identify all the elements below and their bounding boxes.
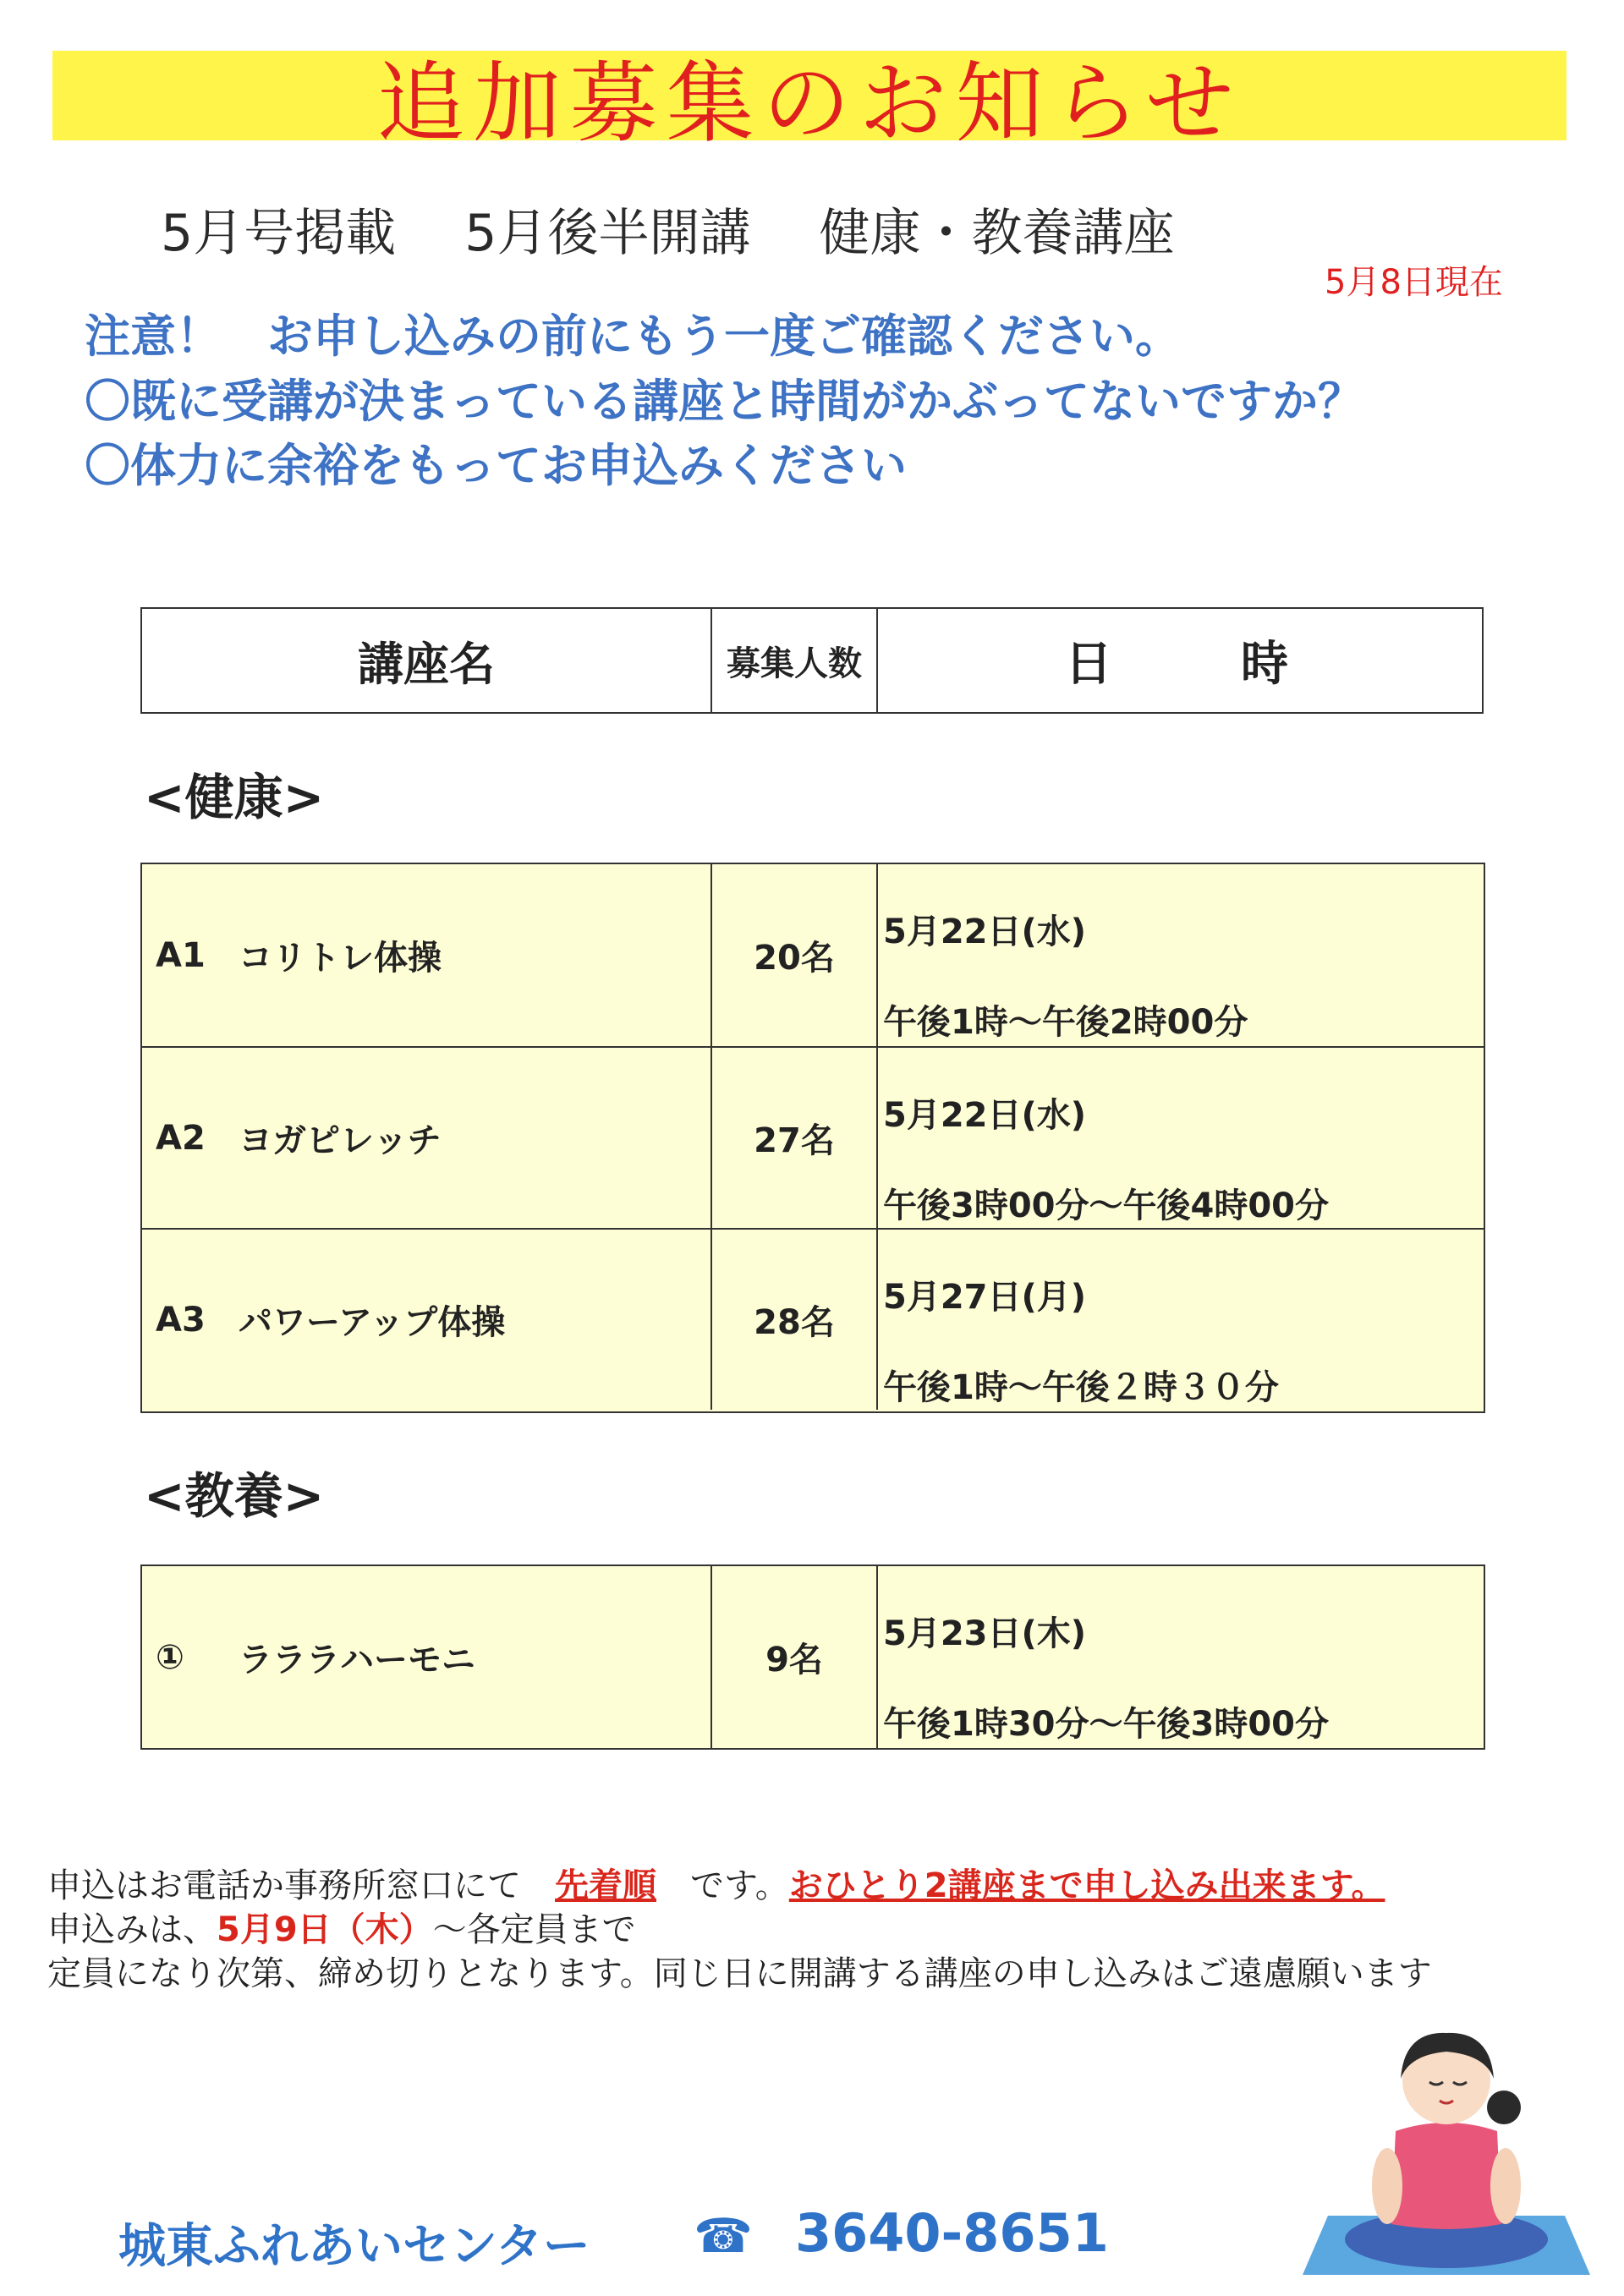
table-header [140,607,1484,714]
footer-text: です。 [656,1866,789,1905]
course-time: 午後3時00分～午後4時00分 [883,1186,1329,1225]
course-time: 午後1時～午後２時３０分 [883,1368,1279,1407]
table-row [142,1566,1484,1748]
footer-text: 申込はお電話か事務所窓口にて [47,1866,555,1905]
course-code: A3 [156,1300,206,1340]
section-health: <健康> [144,769,325,826]
banner-title: 追加募集のお知らせ [52,51,1566,140]
course-name: コリトレ体操 [239,939,442,978]
table-row [142,1046,1484,1228]
notice-line-1: 注意！ お申し込みの前にもう一度ご確認ください。 [85,310,1181,363]
footer-text: ～各定員まで [432,1910,636,1949]
footer-line-2 [47,1903,636,1951]
footer-text: 申込みは、 [47,1910,217,1949]
yoga-woman-illustration [1294,2013,1599,2283]
culture-table [140,1564,1485,1750]
course-capacity: 27名 [712,1048,878,1228]
first-come-label: 先着順 [555,1866,656,1905]
subtitle-category: 健康・教養講座 [819,204,1175,263]
course-date: 5月22日(水) [883,1096,1087,1135]
course-capacity: 20名 [712,864,878,1046]
table-row [142,864,1484,1046]
course-date: 5月22日(水) [883,912,1087,951]
course-time: 午後1時30分～午後3時00分 [883,1705,1329,1744]
course-capacity: 9名 [712,1566,878,1748]
notice-line-3: 〇体力に余裕をもってお申込みください [85,439,907,492]
course-code: A2 [156,1118,206,1158]
course-date: 5月23日(木) [883,1614,1087,1653]
as-of-date: 5月8日現在 [1325,263,1503,302]
notice-line-2: 〇既に受講が決まっている講座と時間がかぶってないですか？ [85,375,1363,428]
footer-line-3: 定員になり次第、締め切りとなります。同じ日に開講する講座の申し込みはご遠慮願います [47,1954,1432,1993]
course-name: ヨガピレッチ [239,1121,442,1160]
limit-note: おひとり2講座まで申し込み出来ます。 [788,1866,1385,1905]
course-capacity: 28名 [712,1230,878,1410]
phone-icon: ☎ [694,2209,753,2264]
course-code: A1 [156,935,206,975]
subtitle-period: 5月後半開講 [464,204,751,263]
header-datetime: 日 時 [1065,637,1329,692]
footer-line-1 [47,1859,1385,1907]
center-name: 城東ふれあいセンター [118,2219,590,2274]
subtitle [161,193,1227,266]
subtitle-issue: 5月号掲載 [161,204,397,263]
table-row [142,1228,1484,1410]
phone-number: 3640-8651 [795,2202,1109,2264]
course-code: ① [156,1637,184,1677]
health-table [140,863,1485,1413]
course-name: ラララハーモニ [239,1641,475,1680]
course-date: 5月27日(月) [883,1278,1087,1317]
header-course-name: 講座名 [142,609,712,712]
application-start-date: 5月9日（木） [217,1910,433,1949]
header-capacity: 募集人数 [712,609,878,712]
section-culture: <教養> [144,1467,325,1525]
course-time: 午後1時～午後2時00分 [883,1003,1248,1042]
course-name: パワーアップ体操 [239,1303,506,1342]
